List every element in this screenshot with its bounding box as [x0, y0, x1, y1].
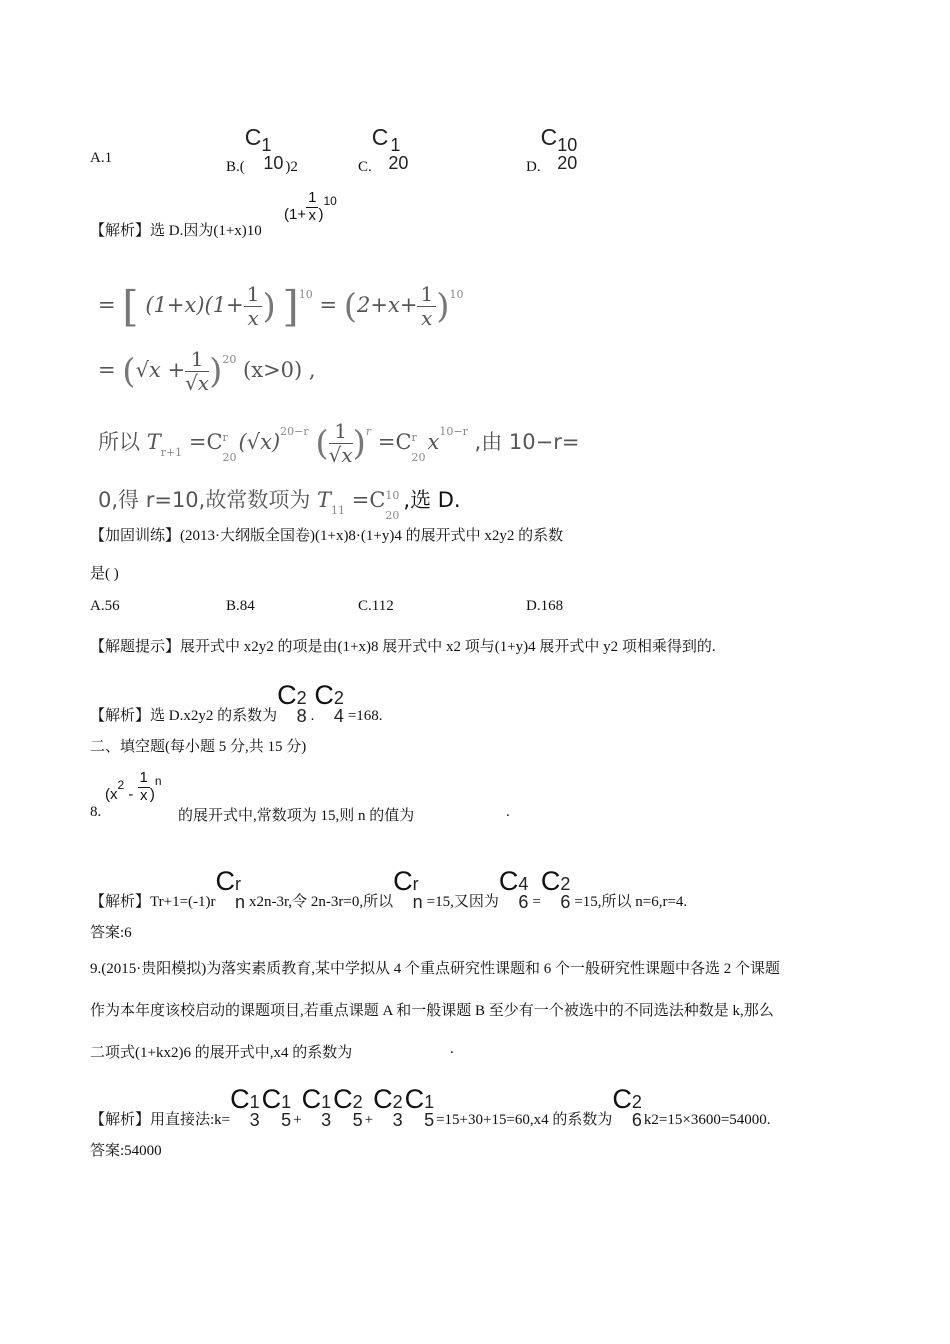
- equals: =: [98, 293, 116, 317]
- sqrt-x: (√x): [238, 430, 281, 454]
- practice-hint: 【解题提示】展开式中 x2y2 的项是由(1+x)8 展开式中 x2 项与(1+y)4 展开式中 y2 项相乘得到的.: [90, 639, 716, 655]
- fraction-denominator: x: [247, 306, 259, 330]
- combination-sup: r: [412, 874, 419, 894]
- q9-line-3: 二项式(1+kx2)6 的展开式中,x4 的系数为: [90, 1045, 353, 1061]
- combination-symbol: C: [261, 1084, 282, 1114]
- minus: -: [124, 785, 138, 803]
- t-symbol: T: [317, 488, 332, 512]
- exponent: 20−r: [280, 425, 309, 438]
- q8-answer: 答案:6: [90, 925, 132, 941]
- combination-symbol: C: [333, 1084, 353, 1114]
- t-symbol: T: [146, 430, 161, 454]
- exponent: 10−r: [439, 425, 468, 438]
- combination-symbol: C: [404, 1084, 425, 1114]
- fraction: [138, 770, 150, 804]
- t-subscript: 11: [331, 504, 346, 517]
- option-a-text: A.1: [90, 150, 113, 166]
- paren-close: ): [209, 351, 223, 392]
- practice-line-1: 【加固训练】(2013·大纲版全国卷)(1+x)8·(1+y)4 的展开式中 x2y2 的系数: [90, 528, 564, 544]
- exponent: 10: [449, 288, 464, 301]
- analysis-suffix: =15,所以 n=6,r=4.: [574, 894, 688, 910]
- option-d: [526, 124, 581, 175]
- combination-sup: 4: [518, 874, 529, 894]
- exponent: 10: [298, 288, 313, 301]
- q9-analysis: [90, 1074, 771, 1130]
- c-sup: r: [411, 431, 417, 444]
- line1-inner2: 2+x+: [357, 293, 418, 317]
- practice-option-b: B.84: [226, 598, 255, 614]
- bracket-open: [: [122, 282, 139, 331]
- fraction-denominator: √x: [328, 443, 353, 467]
- exponent: 20: [222, 353, 237, 366]
- option-c-prefix: C.: [358, 159, 372, 175]
- option-d-prefix: D.: [526, 159, 541, 175]
- combination-sub: 8: [296, 706, 307, 726]
- c-sup: 10: [385, 489, 400, 502]
- practice-option-c: C.112: [358, 598, 394, 614]
- combination-symbol: C: [244, 124, 262, 150]
- combination-symbol: C: [314, 680, 334, 710]
- q8-analysis: [90, 856, 688, 912]
- combination-sub: 4: [333, 706, 344, 726]
- exponent: r: [365, 425, 372, 438]
- analysis-middle: =15+30+15=60,x4 的系数为: [436, 1112, 613, 1128]
- combination-symbol: C: [373, 1084, 393, 1114]
- combination-sup: 1: [261, 135, 272, 155]
- combination-sup: 1: [249, 1092, 260, 1112]
- paren-close: ): [436, 286, 450, 327]
- q8-number: 8.: [90, 804, 102, 820]
- combination-sup: 2: [352, 1092, 363, 1112]
- practice-line-2: 是( ): [90, 566, 119, 582]
- fraction: [306, 190, 318, 224]
- combination-sup: 1: [424, 1092, 435, 1112]
- plus: +: [364, 1112, 374, 1128]
- derivation-line-1: [98, 282, 463, 331]
- q8-text: 的展开式中,常数项为 15,则 n 的值为: [178, 808, 415, 824]
- c-sub: 20: [385, 509, 400, 522]
- combination-sup: r: [235, 874, 242, 894]
- option-b-prefix: B.(: [226, 159, 245, 175]
- equals: =: [532, 894, 541, 910]
- combination-sub: 6: [560, 892, 571, 912]
- combination-sub: n: [412, 892, 423, 912]
- equals-c: =C: [377, 430, 412, 454]
- derivation-line-4: [98, 484, 461, 522]
- equals: =: [98, 358, 116, 382]
- combination-sub: 3: [392, 1110, 403, 1130]
- fraction-numerator: 1: [329, 420, 353, 444]
- analysis-prefix: 【解析】选 D.x2y2 的系数为: [90, 708, 278, 724]
- paren-close: ): [262, 286, 276, 327]
- combination-sup: 2: [392, 1092, 403, 1112]
- combination-symbol: C: [301, 1084, 322, 1114]
- fraction-denominator: x: [308, 206, 317, 224]
- fraction-numerator: 1: [244, 283, 263, 307]
- combination-sup: 2: [560, 874, 571, 894]
- practice-analysis: [90, 670, 383, 726]
- q9-line-2: 作为本年度该校启动的课题项目,若重点课题 A 和一般课题 B 至少有一个被选中的不同选法种数是 k,那么: [90, 1003, 774, 1019]
- combination-symbol: C: [498, 866, 519, 896]
- q9-line-1: 9.(2015·贵阳模拟)为落实素质教育,某中学拟从 4 个重点研究性课题和 6 个一般研究性课题中各选 2 个课题: [90, 961, 780, 977]
- x-symbol: x: [427, 430, 440, 454]
- equals-c: =C: [351, 488, 386, 512]
- combination-symbol: C: [215, 866, 236, 896]
- practice-option-d: D.168: [526, 598, 564, 614]
- line4-end: ,选 D.: [403, 488, 461, 512]
- combination-sup: 2: [631, 1092, 642, 1112]
- section-2-title: 二、填空题(每小题 5 分,共 15 分): [90, 739, 307, 755]
- combination-symbol: C: [230, 1084, 250, 1114]
- practice-option-a: A.56: [90, 598, 120, 614]
- combination-sup: 2: [296, 688, 307, 708]
- combination-sub: 20: [388, 153, 409, 173]
- equals: =: [319, 293, 338, 317]
- analysis-1-text: 【解析】选 D.因为(1+x)10: [90, 223, 262, 239]
- analysis-middle-2: =15,又因为: [426, 894, 499, 910]
- q9-line-3-end: .: [450, 1041, 454, 1057]
- combination-sub: 6: [518, 892, 529, 912]
- option-c: [358, 124, 412, 175]
- option-b-suffix: )2: [285, 159, 298, 175]
- analysis-prefix: 【解析】用直接法:k=: [90, 1112, 231, 1128]
- expr-open: (x: [105, 785, 118, 803]
- paren-open: (: [343, 286, 358, 327]
- bracket-close: ]: [282, 282, 299, 331]
- fraction-numerator: 1: [417, 283, 436, 307]
- combination-sub: 6: [631, 1110, 642, 1130]
- combination-sub: 3: [249, 1110, 260, 1130]
- combination-symbol: C: [540, 124, 558, 150]
- c-sup: r: [222, 431, 228, 444]
- fraction: [329, 420, 353, 467]
- line2-tail: (x>0) ,: [243, 358, 316, 382]
- combination-sub: 5: [281, 1110, 292, 1130]
- combination-sup: 1: [281, 1092, 292, 1112]
- q8-expression: [105, 770, 162, 804]
- dot: .: [310, 708, 315, 724]
- fraction-denominator: x: [421, 306, 433, 330]
- plus: +: [293, 1112, 302, 1128]
- q9-answer: 答案:54000: [90, 1143, 162, 1159]
- exponent: n: [154, 773, 162, 788]
- line1-inner: (1+x)(1+: [145, 293, 244, 317]
- fraction-denominator: √x: [185, 371, 210, 395]
- combination-symbol: C: [393, 866, 413, 896]
- fraction-numerator: 1: [185, 348, 209, 372]
- paren-open: (: [315, 423, 329, 464]
- sqrt-x: √x +: [135, 358, 186, 382]
- line3-prefix: 所以: [98, 430, 140, 454]
- option-b: [226, 124, 298, 175]
- combination-sup: 2: [333, 688, 344, 708]
- line4-start: 0,得 r=10,故常数项为: [98, 488, 311, 512]
- combination-symbol: C: [540, 866, 561, 896]
- option-a: [90, 150, 112, 167]
- exponent: 2: [117, 777, 125, 792]
- combination-sup: 10: [557, 135, 578, 155]
- combination-sub: 10: [263, 153, 284, 173]
- expr-close: ): [149, 785, 155, 803]
- combination-symbol: C: [612, 1084, 632, 1114]
- analysis-prefix: 【解析】Tr+1=(-1)r: [90, 894, 216, 910]
- derivation-line-2: [98, 348, 316, 395]
- combination-sup: 1: [321, 1092, 332, 1112]
- fraction: [417, 283, 436, 330]
- expr-close: ): [318, 205, 324, 223]
- analysis-middle: x2n-3r,令 2n-3r=0,所以: [249, 894, 394, 910]
- fraction-numerator: 1: [139, 769, 148, 786]
- paren-close: ): [352, 423, 366, 464]
- combination-sub: 20: [557, 153, 578, 173]
- c-sub: 20: [411, 451, 426, 464]
- combination-sup: 1: [390, 135, 401, 155]
- analysis-suffix: k2=15×3600=54000.: [643, 1112, 771, 1128]
- analysis-suffix: =168.: [347, 708, 383, 724]
- exponent: 10: [323, 193, 337, 208]
- q8-blank-end: .: [506, 804, 510, 820]
- combination-sub: 5: [424, 1110, 435, 1130]
- line3-tail: ,由 10−r=: [474, 430, 580, 454]
- expr-open: (1+: [284, 205, 307, 223]
- equals-c: =C: [188, 430, 223, 454]
- c-sub: 20: [222, 451, 237, 464]
- paren-open: (: [122, 351, 136, 392]
- combination-sub: 5: [352, 1110, 363, 1130]
- combination-sub: 3: [321, 1110, 332, 1130]
- fraction-denominator: x: [139, 786, 148, 804]
- fraction: [185, 348, 209, 395]
- fraction-numerator: 1: [308, 189, 317, 206]
- combination-symbol: C: [371, 124, 389, 150]
- derivation-line-3: [98, 420, 579, 467]
- analysis-1-expression: [284, 190, 337, 224]
- combination-sub: n: [235, 892, 246, 912]
- t-subscript: r+1: [160, 446, 183, 459]
- fraction: [244, 283, 263, 330]
- combination-symbol: C: [277, 680, 297, 710]
